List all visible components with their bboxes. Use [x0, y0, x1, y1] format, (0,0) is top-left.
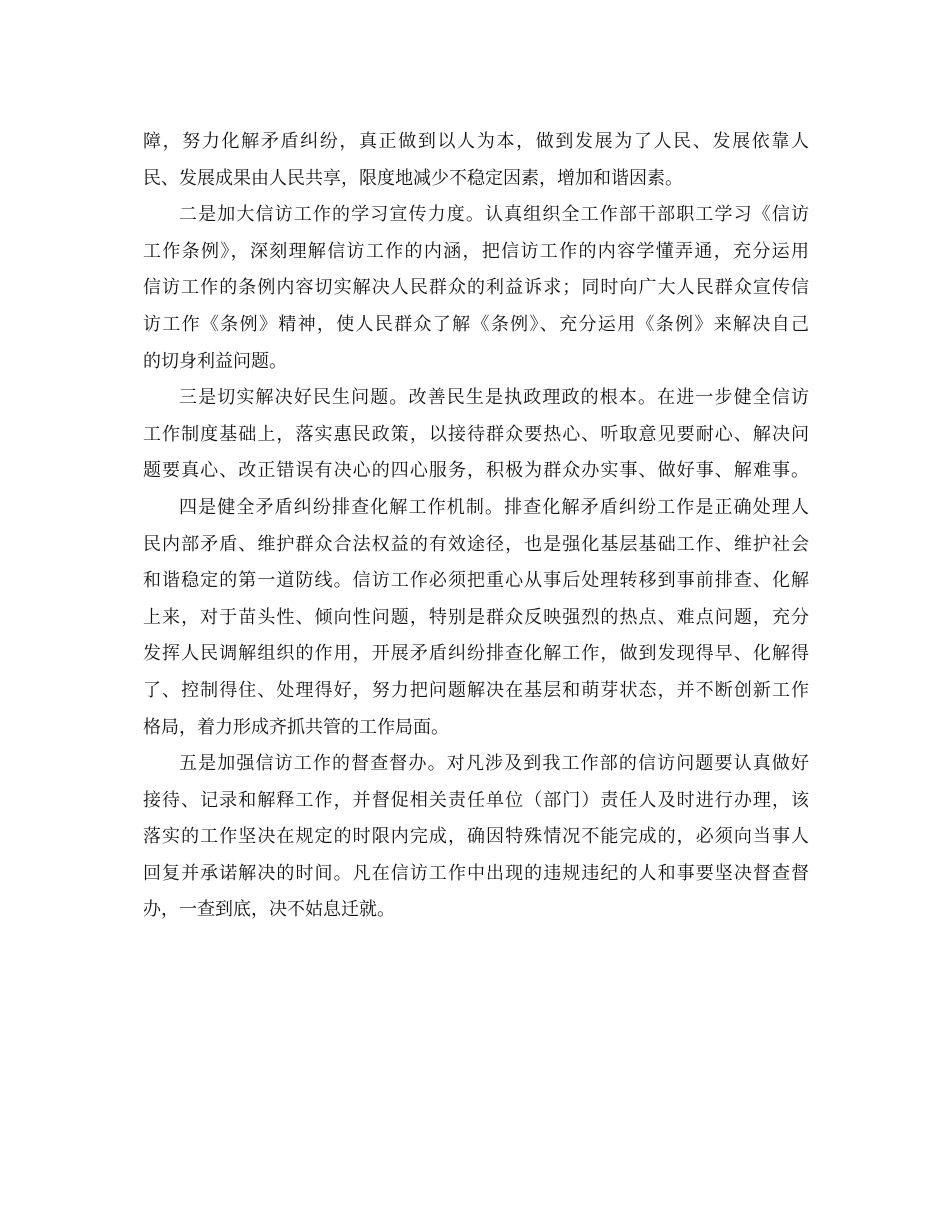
text-line: 了、控制得住、处理得好，努力把问题解决在基层和萌芽状态，并不断创新工作 — [143, 679, 809, 701]
text-line: 五是加强信访工作的督查督办。对凡涉及到我工作部的信访问题要认真做好 — [179, 753, 809, 775]
text-line: 民内部矛盾、维护群众合法权益的有效途径，也是强化基层基础工作、维护社会 — [143, 533, 809, 555]
text-line: 四是健全矛盾纠纷排查化解工作机制。排查化解矛盾纠纷工作是正确处理人 — [179, 496, 809, 518]
text-line: 和谐稳定的第一道防线。信访工作必须把重心从事后处理转移到事前排查、化解 — [143, 570, 809, 592]
text-line: 访工作《条例》精神，使人民群众了解《条例》、充分运用《条例》来解决自己 — [143, 313, 809, 335]
text-line: 回复并承诺解决的时间。凡在信访工作中出现的违规违纪的人和事要坚决督查督 — [143, 862, 809, 884]
text-line: 的切身利益问题。 — [143, 350, 287, 372]
text-line: 格局，着力形成齐抓共管的工作局面。 — [143, 716, 449, 738]
text-line: 工作条例》，深刻理解信访工作的内涵，把信访工作的内容学懂弄通，充分运用 — [143, 240, 809, 262]
text-line: 三是切实解决好民生问题。改善民生是执政理政的根本。在进一步健全信访 — [179, 387, 809, 409]
text-line: 上来，对于苗头性、倾向性问题，特别是群众反映强烈的热点、难点问题，充分 — [143, 606, 809, 628]
text-line: 二是加大信访工作的学习宣传力度。认真组织全工作部干部职工学习《信访 — [179, 204, 809, 226]
text-line: 障，努力化解矛盾纠纷，真正做到以人为本，做到发展为了人民、发展依靠人 — [143, 131, 809, 152]
text-line: 题要真心、改正错误有决心的四心服务，积极为群众办实事、做好事、解难事。 — [143, 460, 809, 482]
text-line: 办，一查到底，决不姑息迁就。 — [143, 899, 395, 921]
text-line: 落实的工作坚决在规定的时限内完成，确因特殊情况不能完成的，必须向当事人 — [143, 826, 809, 848]
text-line: 信访工作的条例内容切实解决人民群众的利益诉求；同时向广大人民群众宣传信 — [143, 277, 809, 299]
text-line: 工作制度基础上，落实惠民政策，以接待群众要热心、听取意见要耐心、解决问 — [143, 423, 809, 445]
text-line: 民、发展成果由人民共享，限度地减少不稳定因素，增加和谐因素。 — [143, 167, 683, 189]
text-line: 发挥人民调解组织的作用，开展矛盾纠纷排查化解工作，做到发现得早、化解得 — [143, 643, 809, 665]
document-body — [143, 124, 809, 929]
text-line: 接待、记录和解释工作，并督促相关责任单位（部门）责任人及时进行办理，该 — [143, 789, 809, 811]
